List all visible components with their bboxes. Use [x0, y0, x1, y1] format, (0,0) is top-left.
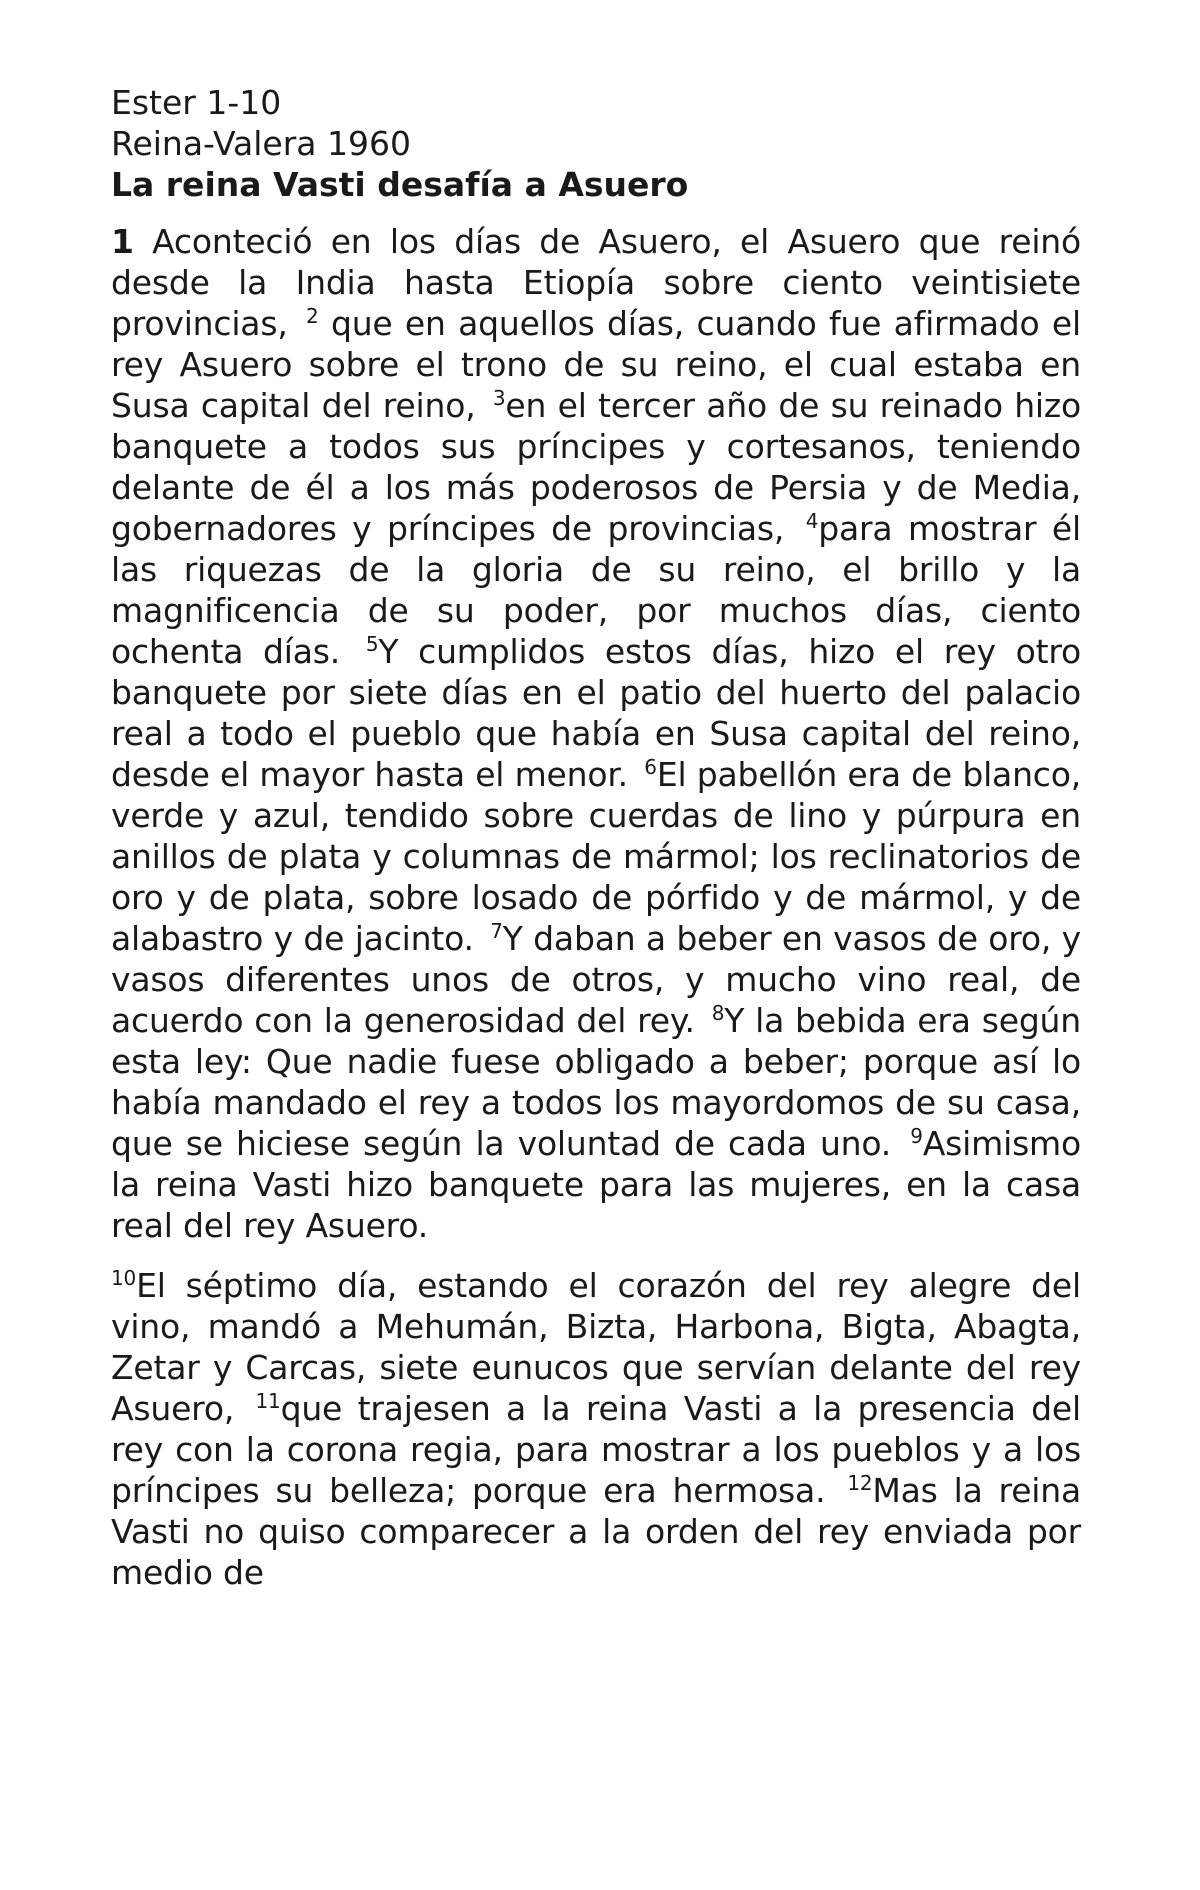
verse-number: 9 — [910, 1124, 923, 1148]
verse-text: que en aquellos días, cuando fue afirmado el rey Asuero sobre el trono de su reino, el cual estaba en Susa capital del reino, — [111, 304, 1081, 425]
verse-text: para mostrar él las riquezas de la gloria de su reino, el brillo y la magnificencia de su poder, por muchos días, ciento ochenta días. — [111, 509, 1081, 671]
verse-number: 2 — [306, 304, 319, 328]
verse-number: 11 — [255, 1389, 281, 1413]
verse-number: 4 — [805, 509, 819, 533]
bible-version: Reina-Valera 1960 — [111, 124, 411, 163]
paragraph-2 — [111, 1265, 1081, 1593]
passage-reference: Ester 1-10 — [111, 83, 282, 122]
verse-number: 3 — [492, 386, 506, 410]
verse-number: 5 — [365, 632, 379, 656]
verse-text: que trajesen a la reina Vasti a la presencia del rey con la corona regia, para mostrar a los pueblos y a los príncipes su belleza; porque era hermosa. — [111, 1389, 1081, 1510]
verse-text: El pabellón era de blanco, verde y azul, tendido sobre cuerdas de lino y púrpura en anillos de plata y columnas de mármol; los reclinatorios de oro y de plata, sobre losado de pórfido y de mármol, y de alabastro y de jacinto. — [111, 755, 1082, 958]
verse-number: 7 — [490, 919, 503, 943]
section-heading: La reina Vasti desafía a Asuero — [111, 165, 689, 204]
verse-text: Y daban a beber en vasos de oro, y vasos diferentes unos de otros, y mucho vino real, de acuerdo con la generosidad del rey. — [111, 919, 1081, 1040]
verse-text: Aconteció en los días de Asuero, el Asuero que reinó desde la India hasta Etiopía sobre ciento veintisiete provincias, — [111, 222, 1081, 343]
verse-text: Asimismo la reina Vasti hizo banquete para las mujeres, en la casa real del rey Asuero. — [111, 1124, 1081, 1245]
verse-text: El séptimo día, estando el corazón del rey alegre del vino, mandó a Mehumán, Bizta, Harbona, Bigta, Abagta, Zetar y Carcas, siete eunucos que servían delante del rey Asuero, — [111, 1266, 1081, 1428]
document-page — [111, 82, 1081, 1612]
verse-text: Mas la reina Vasti no quiso comparecer a la orden del rey enviada por medio de — [111, 1471, 1082, 1592]
verse-text: Y cumplidos estos días, hizo el rey otro banquete por siete días en el patio del huerto del palacio real a todo el pueblo que había en Susa capital del reino, desde el mayor hasta el menor. — [111, 632, 1081, 794]
verse-number: 6 — [644, 755, 657, 779]
paragraph-1 — [111, 221, 1081, 1246]
verse-number: 1 — [111, 222, 134, 261]
verse-text: en el tercer año de su reinado hizo banquete a todos sus príncipes y cortesanos, teniendo delante de él a los más poderosos de Persia y de Media, gobernadores y príncipes de provincias, — [111, 386, 1081, 548]
verse-number: 8 — [711, 1001, 725, 1025]
verse-number: 12 — [847, 1471, 873, 1495]
verse-number: 10 — [111, 1266, 137, 1290]
verse-text: Y la bebida era según esta ley: Que nadie fuese obligado a beber; porque así lo había mandado el rey a todos los mayordomos de su casa, que se hiciese según la voluntad de cada uno. — [111, 1001, 1081, 1163]
